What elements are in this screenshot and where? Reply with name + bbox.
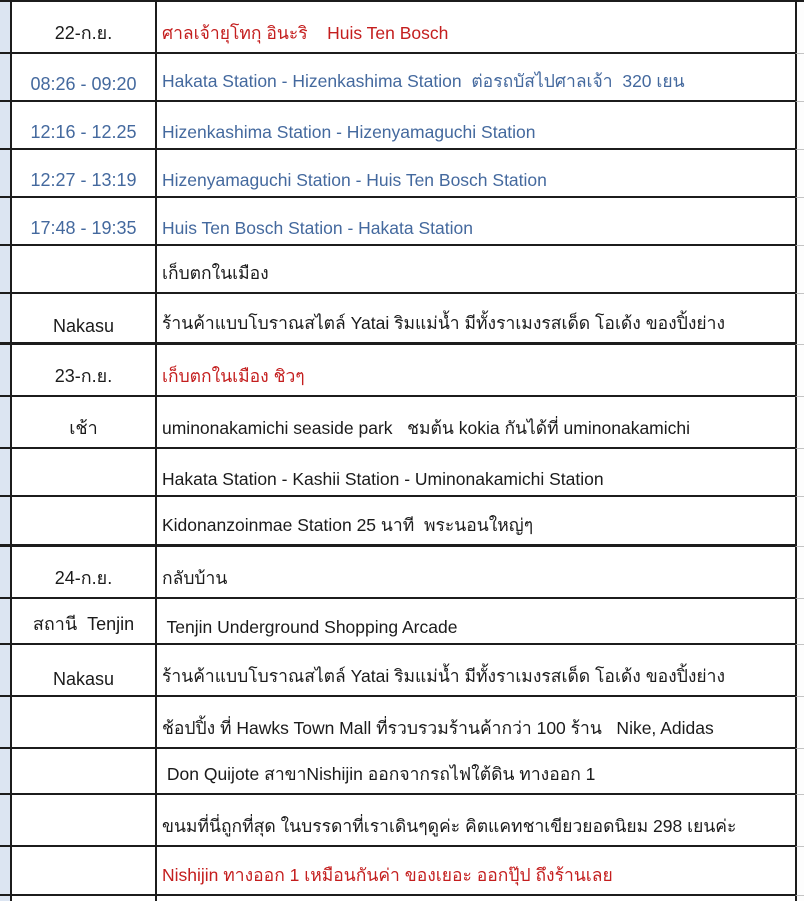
table-row bbox=[0, 150, 804, 198]
table-row bbox=[0, 102, 804, 150]
date-time-cell[interactable]: 23-ก.ย. bbox=[10, 345, 155, 397]
left-gutter-cell bbox=[0, 497, 10, 547]
left-gutter-cell bbox=[0, 749, 10, 795]
left-gutter-cell bbox=[0, 2, 10, 54]
table-row bbox=[0, 246, 804, 294]
right-gutter-cell bbox=[795, 54, 804, 102]
description-cell[interactable]: Hizenkashima Station - Hizenyamaguchi Station bbox=[155, 102, 795, 150]
left-gutter-cell bbox=[0, 150, 10, 198]
description-cell[interactable]: Don Quijote สาขาNishijin ออกจากรถไฟใต้ดิน ทางออก 1 bbox=[155, 749, 795, 795]
table-row bbox=[0, 294, 804, 345]
date-time-cell[interactable]: 24-ก.ย. bbox=[10, 547, 155, 599]
left-gutter-cell bbox=[0, 345, 10, 397]
description-cell[interactable]: ขนมที่นี่ถูกที่สุด ในบรรดาที่เราเดินๆดูค่ะ คิตแคทชาเขียวยอดนิยม 298 เยนค่ะ bbox=[155, 795, 795, 847]
date-time-cell[interactable] bbox=[10, 246, 155, 294]
left-gutter-cell bbox=[0, 645, 10, 697]
left-gutter-cell bbox=[0, 449, 10, 497]
left-gutter-cell bbox=[0, 847, 10, 896]
left-gutter-cell bbox=[0, 397, 10, 449]
date-time-cell[interactable] bbox=[10, 847, 155, 896]
right-gutter-cell bbox=[795, 2, 804, 54]
table-row bbox=[0, 2, 804, 54]
description-cell[interactable]: เก็บตกในเมือง bbox=[155, 246, 795, 294]
right-gutter-cell bbox=[795, 102, 804, 150]
table-row bbox=[0, 847, 804, 896]
right-gutter-cell bbox=[795, 896, 804, 901]
table-row bbox=[0, 749, 804, 795]
table-row bbox=[0, 397, 804, 449]
date-time-cell[interactable] bbox=[10, 896, 155, 901]
table-row bbox=[0, 645, 804, 697]
right-gutter-cell bbox=[795, 749, 804, 795]
description-cell[interactable]: Hakata Station - Kashii Station - Uminonakamichi Station bbox=[155, 449, 795, 497]
right-gutter-cell bbox=[795, 547, 804, 599]
left-gutter-cell bbox=[0, 697, 10, 749]
left-gutter-cell bbox=[0, 102, 10, 150]
left-gutter-cell bbox=[0, 896, 10, 901]
left-gutter-cell bbox=[0, 54, 10, 102]
table-row bbox=[0, 345, 804, 397]
description-cell[interactable]: uminonakamichi seaside park ชมต้น kokia กันได้ที่ uminonakamichi bbox=[155, 397, 795, 449]
right-gutter-cell bbox=[795, 294, 804, 345]
date-time-cell[interactable] bbox=[10, 449, 155, 497]
description-cell[interactable]: Kidonanzoinmae Station 25 นาที พระนอนใหญ่ๆ bbox=[155, 497, 795, 547]
table-row bbox=[0, 497, 804, 547]
description-cell[interactable]: กลับบ้าน bbox=[155, 547, 795, 599]
description-cell[interactable]: ร้านค้าแบบโบราณสไตล์ Yatai ริมแม่น้ำ มีทั้งราเมงรสเด็ด โอเด้ง ของปิ้งย่าง bbox=[155, 645, 795, 697]
date-time-cell[interactable]: 08:26 - 09:20 bbox=[10, 54, 155, 102]
table-row bbox=[0, 547, 804, 599]
table-row bbox=[0, 198, 804, 246]
right-gutter-cell bbox=[795, 449, 804, 497]
right-gutter-cell bbox=[795, 847, 804, 896]
right-gutter-cell bbox=[795, 246, 804, 294]
right-gutter-cell bbox=[795, 645, 804, 697]
right-gutter-cell bbox=[795, 697, 804, 749]
table-row bbox=[0, 795, 804, 847]
date-time-cell[interactable] bbox=[10, 497, 155, 547]
right-gutter-cell bbox=[795, 497, 804, 547]
description-cell[interactable] bbox=[155, 896, 795, 901]
right-gutter-cell bbox=[795, 198, 804, 246]
left-gutter-cell bbox=[0, 795, 10, 847]
description-cell[interactable]: ร้านค้าแบบโบราณสไตล์ Yatai ริมแม่น้ำ มีทั้งราเมงรสเด็ด โอเด้ง ของปิ้งย่าง bbox=[155, 294, 795, 345]
description-cell[interactable]: Hizenyamaguchi Station - Huis Ten Bosch Station bbox=[155, 150, 795, 198]
date-time-cell[interactable]: Nakasu bbox=[10, 645, 155, 697]
description-cell[interactable]: Huis Ten Bosch Station - Hakata Station bbox=[155, 198, 795, 246]
date-time-cell[interactable]: เช้า bbox=[10, 397, 155, 449]
table-row bbox=[0, 896, 804, 901]
table-row bbox=[0, 449, 804, 497]
description-cell[interactable]: Nishijin ทางออก 1 เหมือนกันค่า ของเยอะ ออกปุ๊ป ถึงร้านเลย bbox=[155, 847, 795, 896]
left-gutter-cell bbox=[0, 198, 10, 246]
date-time-cell[interactable]: สถานี Tenjin bbox=[10, 599, 155, 645]
date-time-cell[interactable] bbox=[10, 749, 155, 795]
right-gutter-cell bbox=[795, 150, 804, 198]
table-row bbox=[0, 697, 804, 749]
right-gutter-cell bbox=[795, 795, 804, 847]
right-gutter-cell bbox=[795, 599, 804, 645]
date-time-cell[interactable] bbox=[10, 697, 155, 749]
left-gutter-cell bbox=[0, 246, 10, 294]
description-cell[interactable]: เก็บตกในเมือง ชิวๆ bbox=[155, 345, 795, 397]
date-time-cell[interactable]: Nakasu bbox=[10, 294, 155, 345]
right-gutter-cell bbox=[795, 397, 804, 449]
date-time-cell[interactable]: 17:48 - 19:35 bbox=[10, 198, 155, 246]
left-gutter-cell bbox=[0, 547, 10, 599]
description-cell[interactable]: ศาลเจ้ายุโทกุ อินะริ Huis Ten Bosch bbox=[155, 2, 795, 54]
left-gutter-cell bbox=[0, 294, 10, 345]
date-time-cell[interactable]: 12:27 - 13:19 bbox=[10, 150, 155, 198]
description-cell[interactable]: Tenjin Underground Shopping Arcade bbox=[155, 599, 795, 645]
date-time-cell[interactable] bbox=[10, 795, 155, 847]
table-row bbox=[0, 54, 804, 102]
left-gutter-cell bbox=[0, 599, 10, 645]
date-time-cell[interactable]: 12:16 - 12.25 bbox=[10, 102, 155, 150]
description-cell[interactable]: ช้อปปิ้ง ที่ Hawks Town Mall ที่รวบรวมร้านค้ากว่า 100 ร้าน Nike, Adidas bbox=[155, 697, 795, 749]
date-time-cell[interactable]: 22-ก.ย. bbox=[10, 2, 155, 54]
right-gutter-cell bbox=[795, 345, 804, 397]
table-row bbox=[0, 599, 804, 645]
description-cell[interactable]: Hakata Station - Hizenkashima Station ต่อรถบัสไปศาลเจ้า 320 เยน bbox=[155, 54, 795, 102]
